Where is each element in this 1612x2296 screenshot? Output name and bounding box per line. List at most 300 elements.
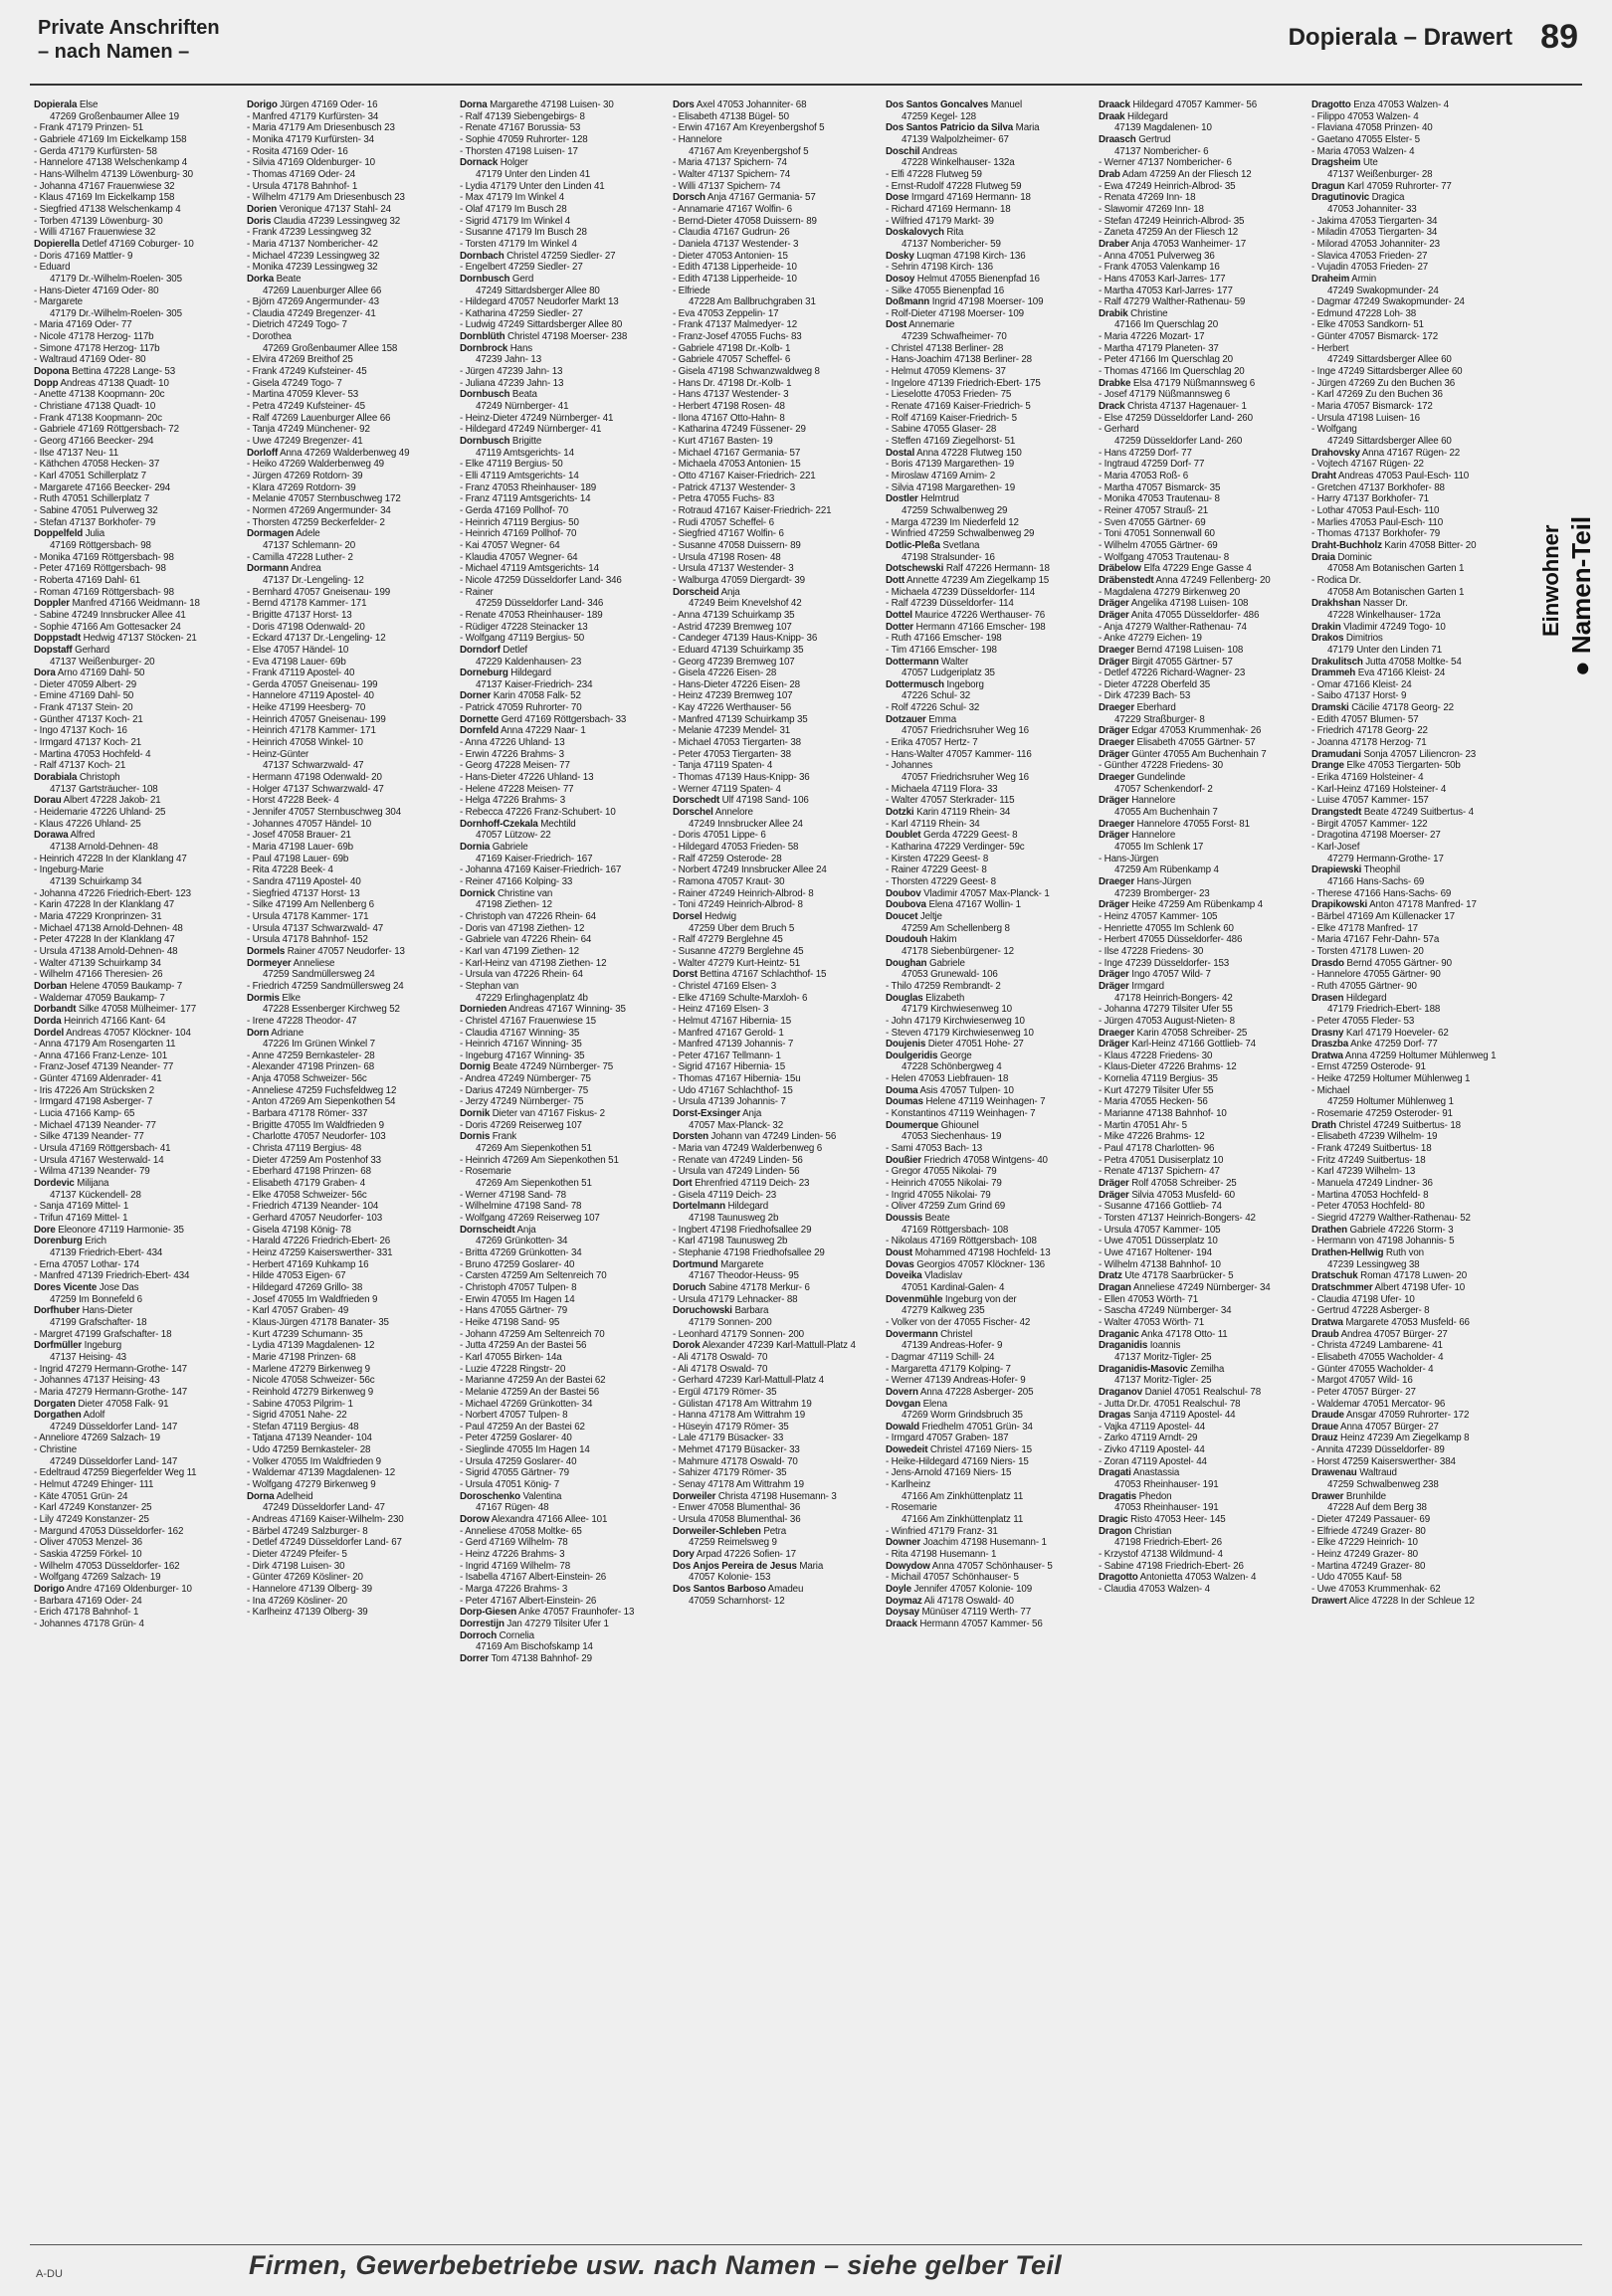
- directory-entry: [886, 1131, 1085, 1143]
- entry-text: 47138 Arnold-Dehnen- 48: [50, 842, 158, 853]
- entry-text: - Nicole 47259 Düsseldorfer Land- 346: [460, 574, 622, 586]
- directory-entry: [1311, 598, 1511, 610]
- directory-entry: [247, 679, 446, 691]
- directory-entry: [1311, 389, 1511, 401]
- directory-entry: [34, 563, 233, 575]
- directory-entry: [673, 378, 872, 390]
- directory-entry: [886, 1607, 1085, 1619]
- directory-entry: [460, 192, 659, 204]
- entry-text: 47228 Auf dem Berg 38: [1327, 1502, 1427, 1514]
- entry-text: - Gretchen 47137 Borkhofer- 88: [1311, 481, 1445, 493]
- directory-entry: [34, 610, 233, 622]
- directory-entry: [1099, 227, 1298, 239]
- directory-column: [1311, 99, 1511, 2238]
- entry-text: 47137 Moritz-Tigler- 25: [1114, 1351, 1212, 1363]
- entry-text: - Saskia 47259 Förkel- 10: [34, 1549, 142, 1561]
- directory-entry: [886, 1051, 1085, 1062]
- entry-text: - Michaela 47119 Flora- 33: [886, 783, 998, 795]
- entry-text: - Else 47057 Händel- 10: [247, 644, 349, 656]
- directory-entry: [886, 1502, 1085, 1514]
- directory-entry: [673, 864, 872, 876]
- entry-text: - Margarete 47166 Beecker- 294: [34, 481, 171, 493]
- directory-entry: [247, 448, 446, 460]
- entry-text: - Katharina 47249 Füssener- 29: [673, 424, 806, 436]
- entry-text: Ioannis: [1147, 1340, 1181, 1352]
- entry-text: - Silke 47139 Neander- 77: [34, 1131, 144, 1143]
- entry-text: - Camilla 47228 Luther- 2: [247, 551, 353, 563]
- entry-text: - Hans 47053 Karl-Jarres- 177: [1099, 273, 1226, 285]
- directory-entry: [34, 657, 233, 669]
- directory-entry: [886, 1270, 1085, 1282]
- directory-entry: [460, 1131, 659, 1143]
- entry-text: - Waltraud 47169 Oder- 80: [34, 354, 146, 366]
- entry-text: - Heinrich 47055 Nikolai- 79: [886, 1178, 1002, 1190]
- directory-entry: [34, 1213, 233, 1225]
- directory-entry: [247, 389, 446, 401]
- entry-surname: Dorfhuber: [34, 1305, 80, 1317]
- entry-text: - Birgit 47057 Kammer- 122: [1311, 818, 1428, 830]
- entry-surname: Dornig: [460, 1061, 491, 1073]
- entry-text: - Helene 47228 Meisen- 77: [460, 783, 574, 795]
- directory-entry: [886, 830, 1085, 842]
- directory-entry: [886, 1479, 1085, 1491]
- directory-entry: [886, 679, 1085, 691]
- entry-text: - Ina 47269 Kösliner- 20: [247, 1595, 347, 1607]
- entry-text: Friedrich 47058 Wintgens- 40: [920, 1154, 1048, 1166]
- directory-entry: [247, 657, 446, 669]
- directory-entry: [1311, 876, 1511, 888]
- entry-surname: Dornik: [460, 1108, 491, 1120]
- entry-text: - Josef 47058 Brauer- 21: [247, 830, 351, 842]
- directory-entry: [460, 1190, 659, 1202]
- directory-entry: [34, 540, 233, 552]
- entry-surname: Dorroch: [460, 1629, 498, 1641]
- entry-text: - Gabriele 47057 Scheffel- 6: [673, 354, 791, 366]
- directory-entry: [886, 749, 1085, 761]
- directory-entry: [247, 1584, 446, 1596]
- entry-text: - Roman 47169 Röttgersbach- 98: [34, 586, 174, 598]
- directory-entry: [247, 1073, 446, 1085]
- directory-entry: [34, 471, 233, 482]
- directory-entry: [1311, 807, 1511, 819]
- entry-text: Anja: [740, 1108, 762, 1120]
- directory-entry: [34, 1166, 233, 1178]
- directory-entry: [460, 505, 659, 517]
- directory-entry: [886, 378, 1085, 390]
- entry-text: - Volker 47055 Im Waldfrieden 9: [247, 1455, 381, 1467]
- entry-text: - Uwe 47053 Krummenhak- 62: [1311, 1584, 1441, 1595]
- entry-text: 47259 Reimelsweg 9: [689, 1537, 777, 1549]
- directory-entry: [886, 1467, 1085, 1479]
- entry-text: - Maria 47137 Spichern- 74: [673, 157, 787, 169]
- directory-entry: [460, 737, 659, 749]
- entry-surname: Draganidis-Masovic: [1099, 1363, 1188, 1375]
- entry-text: Cäcilie 47178 Georg- 22: [1348, 702, 1454, 714]
- directory-entry: [34, 668, 233, 679]
- entry-text: Adele: [294, 528, 320, 540]
- entry-text: - Erwin 47226 Brahms- 3: [460, 748, 564, 760]
- directory-entry: [460, 575, 659, 587]
- entry-text: - Ali 47178 Oswald- 70: [673, 1363, 768, 1375]
- directory-entry: [460, 911, 659, 923]
- directory-entry: [460, 702, 659, 714]
- entry-text: - Jutta Dr.Dr. 47051 Realschul- 78: [1099, 1398, 1241, 1410]
- directory-entry: [247, 1561, 446, 1573]
- entry-text: - Ursula van 47226 Rhein- 64: [460, 969, 583, 981]
- entry-text: Jose Das: [97, 1281, 139, 1293]
- entry-text: - Edeltraud 47259 Biegerfelder Weg 11: [34, 1467, 197, 1479]
- entry-text: - Steven 47179 Kirchwiesenweg 10: [886, 1027, 1034, 1039]
- directory-entry: [247, 471, 446, 482]
- entry-text: - Maria 47053 Roß- 6: [1099, 471, 1189, 481]
- entry-text: Svetlana: [939, 539, 980, 551]
- directory-entry: [673, 517, 872, 529]
- directory-entry: [460, 122, 659, 134]
- directory-entry: [886, 923, 1085, 935]
- directory-entry: [1311, 1270, 1511, 1282]
- entry-text: - Friedrich 47139 Neander- 104: [247, 1201, 379, 1213]
- directory-entry: [886, 1247, 1085, 1259]
- entry-text: Adolf: [81, 1410, 105, 1422]
- directory-entry: [1311, 819, 1511, 831]
- entry-text: - Christa 47119 Bergius- 48: [247, 1143, 362, 1155]
- directory-entry: [247, 737, 446, 749]
- entry-text: - Elke 47119 Bergius- 50: [460, 459, 563, 471]
- directory-entry: [1099, 1085, 1298, 1097]
- directory-entry: [1099, 505, 1298, 517]
- entry-text: - Siegfried 47138 Welschenkamp 4: [34, 203, 181, 215]
- entry-surname: Doulgeridis: [886, 1050, 938, 1061]
- entry-surname: Dorigo: [34, 1584, 65, 1595]
- directory-entry: [886, 308, 1085, 320]
- directory-entry: [34, 251, 233, 263]
- entry-surname: Drathen: [1311, 1224, 1347, 1236]
- entry-text: - Gabriele 47169 Röttgersbach- 72: [34, 424, 179, 436]
- entry-text: - Irene 47228 Theodor- 47: [247, 1015, 357, 1027]
- directory-entry: [460, 854, 659, 865]
- entry-text: - Karl 47249 Konstanzer- 25: [34, 1502, 152, 1514]
- directory-entry: [673, 1039, 872, 1051]
- directory-entry: [886, 216, 1085, 228]
- entry-text: - Gisela 47226 Eisen- 28: [673, 668, 777, 679]
- directory-entry: [1311, 1155, 1511, 1167]
- entry-text: Christine van: [495, 887, 553, 899]
- entry-text: - Petra 47051 Dusiserplatz 10: [1099, 1154, 1224, 1166]
- directory-entry: [886, 911, 1085, 923]
- directory-entry: [1311, 1479, 1511, 1491]
- entry-text: - Dietrich 47249 Togo- 7: [247, 319, 347, 331]
- directory-entry: [247, 1607, 446, 1619]
- entry-text: - Vajka 47119 Apostel- 44: [1099, 1421, 1205, 1433]
- directory-entry: [1311, 1410, 1511, 1422]
- directory-entry: [673, 1491, 872, 1503]
- directory-entry: [1099, 1073, 1298, 1085]
- entry-text: - Johanna 47169 Kaiser-Friedrich- 167: [460, 864, 622, 876]
- entry-surname: Dorau: [34, 795, 62, 807]
- directory-entry: [247, 1259, 446, 1271]
- entry-surname: Dragon: [1099, 1525, 1132, 1537]
- directory-entry: [460, 679, 659, 691]
- directory-entry: [673, 946, 872, 958]
- directory-entry: [673, 1247, 872, 1259]
- entry-text: Margarete 47053 Musfeld- 66: [1342, 1316, 1470, 1328]
- entry-text: Anja 47053 Wanheimer- 17: [1128, 238, 1247, 250]
- directory-entry: [1311, 331, 1511, 343]
- entry-text: - Hilde 47053 Eigen- 67: [247, 1270, 346, 1282]
- entry-surname: Dorweiler-Schleben: [673, 1525, 761, 1537]
- entry-text: 47057 Friedrichsruher Weg 16: [902, 772, 1029, 784]
- directory-entry: [460, 99, 659, 111]
- entry-surname: Dort: [673, 1178, 693, 1190]
- directory-entry: [247, 192, 446, 204]
- side-tab-line2: ● Namen-Teil: [1566, 515, 1596, 676]
- directory-entry: [673, 493, 872, 505]
- entry-text: - Heinz 47226 Brahms- 3: [460, 1549, 565, 1561]
- entry-text: - Slawomir 47269 Inn- 18: [1099, 203, 1204, 215]
- entry-text: Risto 47053 Heer- 145: [1127, 1514, 1226, 1526]
- entry-text: - Lily 47249 Konstanzer- 25: [34, 1514, 149, 1526]
- entry-text: 47167 Theodor-Heuss- 95: [689, 1270, 799, 1282]
- entry-surname: Dornfeld: [460, 725, 500, 737]
- entry-text: 47259 Über dem Bruch 5: [689, 922, 795, 934]
- entry-text: - Jürgen 47269 Rotdorn- 39: [247, 471, 363, 481]
- directory-entry: [460, 517, 659, 529]
- directory-entry: [886, 1016, 1085, 1028]
- directory-entry: [247, 1028, 446, 1040]
- directory-entry: [886, 993, 1085, 1005]
- directory-entry: [34, 296, 233, 308]
- entry-text: - Doris van 47198 Ziethen- 12: [460, 922, 585, 934]
- directory-entry: [886, 99, 1085, 111]
- entry-surname: Drawert: [1311, 1595, 1347, 1607]
- directory-entry: [1311, 436, 1511, 448]
- directory-entry: [460, 169, 659, 181]
- entry-text: - Ursula 47137 Schwarzwald- 47: [247, 922, 384, 934]
- entry-surname: Drakos: [1311, 633, 1344, 645]
- directory-entry: [34, 749, 233, 761]
- directory-entry: [34, 181, 233, 193]
- directory-entry: [247, 296, 446, 308]
- entry-text: - Gabriele 47198 Dr.-Kolb- 1: [673, 342, 791, 354]
- entry-text: - Enwer 47058 Blumenthal- 36: [673, 1502, 801, 1514]
- entry-text: 47057 Max-Planck- 32: [689, 1119, 784, 1131]
- entry-surname: Draub: [1311, 1328, 1339, 1340]
- directory-entry: [247, 1061, 446, 1073]
- entry-surname: Doughan: [886, 957, 927, 969]
- directory-entry: [1311, 482, 1511, 494]
- entry-text: 47259 Schwalbenweg 29: [902, 504, 1008, 516]
- directory-entry: [1099, 1259, 1298, 1271]
- entry-text: - Kornelia 47119 Bergius- 35: [1099, 1073, 1218, 1085]
- directory-entry: [886, 122, 1085, 134]
- entry-text: Theophil: [1361, 864, 1401, 876]
- directory-entry: [247, 482, 446, 494]
- entry-text: - Ralf 47279 Berglehne 45: [673, 934, 783, 946]
- directory-entry: [460, 459, 659, 471]
- entry-text: Irmgard: [1128, 980, 1164, 992]
- directory-entry: [460, 1051, 659, 1062]
- directory-entry: [247, 610, 446, 622]
- directory-entry: [886, 622, 1085, 634]
- directory-entry: [247, 807, 446, 819]
- directory-entry: [673, 854, 872, 865]
- entry-surname: Draasch: [1099, 133, 1136, 145]
- directory-entry: [1311, 888, 1511, 900]
- directory-entry: [1311, 157, 1511, 169]
- entry-text: Gabriele: [490, 842, 528, 853]
- directory-entry: [1099, 1236, 1298, 1247]
- entry-surname: Dratwa: [1311, 1050, 1343, 1061]
- entry-surname: Dräger: [1099, 725, 1129, 737]
- entry-text: 47259 Holtumer Mühlenweg 1: [1327, 1096, 1454, 1108]
- directory-entry: [460, 1410, 659, 1422]
- directory-entry: [886, 772, 1085, 784]
- directory-entry: [247, 760, 446, 772]
- entry-surname: Dorka: [247, 273, 275, 285]
- entry-text: 47259 Am Rübenkamp 4: [1114, 864, 1219, 876]
- directory-entry: [460, 343, 659, 355]
- entry-text: - Doris 47269 Reiserweg 107: [460, 1119, 582, 1131]
- entry-text: 47169 Röttgersbach- 108: [902, 1224, 1009, 1236]
- directory-entry: [460, 899, 659, 911]
- entry-text: - Bernhard 47057 Gneisenau- 199: [247, 586, 391, 598]
- directory-entry: [460, 204, 659, 216]
- entry-text: - Ursula 47178 Bahnhof- 152: [247, 934, 368, 946]
- directory-entry: [247, 993, 446, 1005]
- entry-text: 47249 Swakopmunder- 24: [1327, 285, 1439, 296]
- directory-entry: [1099, 842, 1298, 854]
- entry-surname: Dowedeit: [886, 1444, 928, 1456]
- directory-entry: [1311, 1399, 1511, 1411]
- entry-text: Enza 47053 Walzen- 4: [1350, 99, 1449, 110]
- entry-text: - Else 47259 Düsseldorfer Land- 260: [1099, 412, 1253, 424]
- entry-text: Barbara: [731, 1305, 769, 1317]
- directory-entry: [1099, 563, 1298, 575]
- entry-text: Andrea: [288, 563, 321, 575]
- directory-entry: [460, 1225, 659, 1237]
- directory-entry: [1099, 1526, 1298, 1538]
- directory-entry: [673, 471, 872, 482]
- directory-entry: [1099, 413, 1298, 425]
- entry-surname: Dorow: [460, 1514, 490, 1526]
- entry-text: - Bärbel 47169 Am Küllenacker 17: [1311, 910, 1455, 922]
- directory-entry: [34, 1143, 233, 1155]
- entry-text: - Melanie 47259 An der Bastei 56: [460, 1386, 600, 1398]
- directory-entry: [1311, 1317, 1511, 1329]
- entry-text: - Hildegard 47057 Neudorfer Markt 13: [460, 296, 619, 308]
- entry-surname: Dräger: [1099, 830, 1129, 842]
- directory-entry: [247, 540, 446, 552]
- directory-entry: [673, 633, 872, 645]
- directory-column: [1099, 99, 1298, 2238]
- entry-surname: Doruchowski: [673, 1305, 732, 1317]
- entry-text: - Ursula 47179 Lehnacker- 88: [673, 1293, 798, 1305]
- directory-entry: [1311, 122, 1511, 134]
- entry-text: - Joanna 47178 Herzog- 71: [1311, 737, 1427, 749]
- directory-entry: [673, 1352, 872, 1364]
- entry-surname: Dottermusch: [886, 678, 944, 690]
- entry-text: - Anke 47279 Eichen- 19: [1099, 633, 1202, 645]
- directory-entry: [1311, 899, 1511, 911]
- entry-text: - Erwin 47055 Im Hagen 14: [460, 1293, 575, 1305]
- entry-text: Anna 47259 Holtumer Mühlenweg 1: [1342, 1050, 1497, 1061]
- directory-entry: [886, 493, 1085, 505]
- entry-surname: Dragatis: [1099, 1490, 1137, 1502]
- directory-entry: [34, 1120, 233, 1132]
- entry-surname: Dotlic-Pleßa: [886, 539, 940, 551]
- entry-text: Christa 47198 Husemann- 3: [715, 1490, 837, 1502]
- directory-entry: [1311, 1596, 1511, 1608]
- directory-entry: [460, 111, 659, 123]
- directory-entry: [886, 448, 1085, 460]
- entry-text: - Stephanie 47198 Friedhofsallee 29: [673, 1246, 825, 1258]
- directory-entry: [886, 1514, 1085, 1526]
- directory-entry: [886, 645, 1085, 657]
- directory-entry: [460, 1387, 659, 1399]
- entry-surname: Doppelfeld: [34, 528, 84, 540]
- entry-text: - Ali 47178 Oswald- 70: [673, 1351, 768, 1363]
- directory-entry: [886, 413, 1085, 425]
- directory-entry: [673, 981, 872, 993]
- entry-text: - Fritz 47249 Suitbertus- 18: [1311, 1154, 1426, 1166]
- directory-entry: [673, 1201, 872, 1213]
- directory-entry: [673, 343, 872, 355]
- entry-surname: Dramudani: [1311, 748, 1361, 760]
- entry-text: Helene 47119 Weinhagen- 7: [922, 1096, 1046, 1108]
- directory-entry: [886, 946, 1085, 958]
- directory-entry: [247, 714, 446, 726]
- entry-surname: Dostal: [886, 447, 915, 459]
- entry-text: - Michail 47057 Schönhauser- 5: [886, 1572, 1019, 1584]
- entry-text: Eleonore 47119 Harmonie- 35: [55, 1224, 184, 1236]
- directory-entry: [34, 645, 233, 657]
- entry-text: - Maria 47229 Kronprinzen- 31: [34, 910, 162, 922]
- entry-text: - Eckard 47137 Dr.-Lengeling- 12: [247, 633, 386, 645]
- entry-text: Karl-Heinz 47166 Gottlieb- 74: [1128, 1039, 1256, 1051]
- directory-entry: [247, 319, 446, 331]
- entry-surname: Draganidis: [1099, 1340, 1148, 1352]
- directory-entry: [247, 1270, 446, 1282]
- directory-entry: [1099, 448, 1298, 460]
- entry-text: Elsa 47179 Nüßmannsweg 6: [1130, 377, 1256, 389]
- directory-entry: [247, 1294, 446, 1306]
- entry-text: - Miladin 47053 Tiergarten- 34: [1311, 227, 1438, 239]
- directory-entry: [886, 262, 1085, 274]
- entry-text: - Sabine 47055 Glaser- 28: [886, 424, 997, 436]
- entry-text: - Anna 47051 Pulverweg 36: [1099, 250, 1215, 262]
- directory-entry: [247, 1178, 446, 1190]
- directory-entry: [673, 1305, 872, 1317]
- directory-entry: [1311, 308, 1511, 320]
- directory-entry: [1099, 1549, 1298, 1561]
- entry-text: - Erika 47169 Holsteiner- 4: [1311, 772, 1424, 784]
- directory-entry: [34, 1340, 233, 1352]
- directory-entry: [34, 354, 233, 366]
- entry-text: Rita: [943, 227, 964, 239]
- entry-text: - Heike-Hildegard 47169 Niers- 15: [886, 1455, 1029, 1467]
- entry-text: - Udo 47167 Schlachthof- 15: [673, 1084, 793, 1096]
- directory-entry: [247, 1039, 446, 1051]
- directory-entry: [673, 1085, 872, 1097]
- directory-entry: [34, 899, 233, 911]
- entry-text: Ingrid 47198 Moerser- 109: [929, 296, 1044, 308]
- entry-surname: Dorschel: [673, 807, 713, 819]
- entry-surname: Dowydow: [886, 1560, 930, 1572]
- directory-entry: [673, 1016, 872, 1028]
- entry-text: - Michael 47269 Grünkotten- 34: [460, 1398, 593, 1410]
- directory-entry: [34, 1456, 233, 1468]
- entry-text: - Stefan 47119 Bergius- 48: [247, 1421, 359, 1433]
